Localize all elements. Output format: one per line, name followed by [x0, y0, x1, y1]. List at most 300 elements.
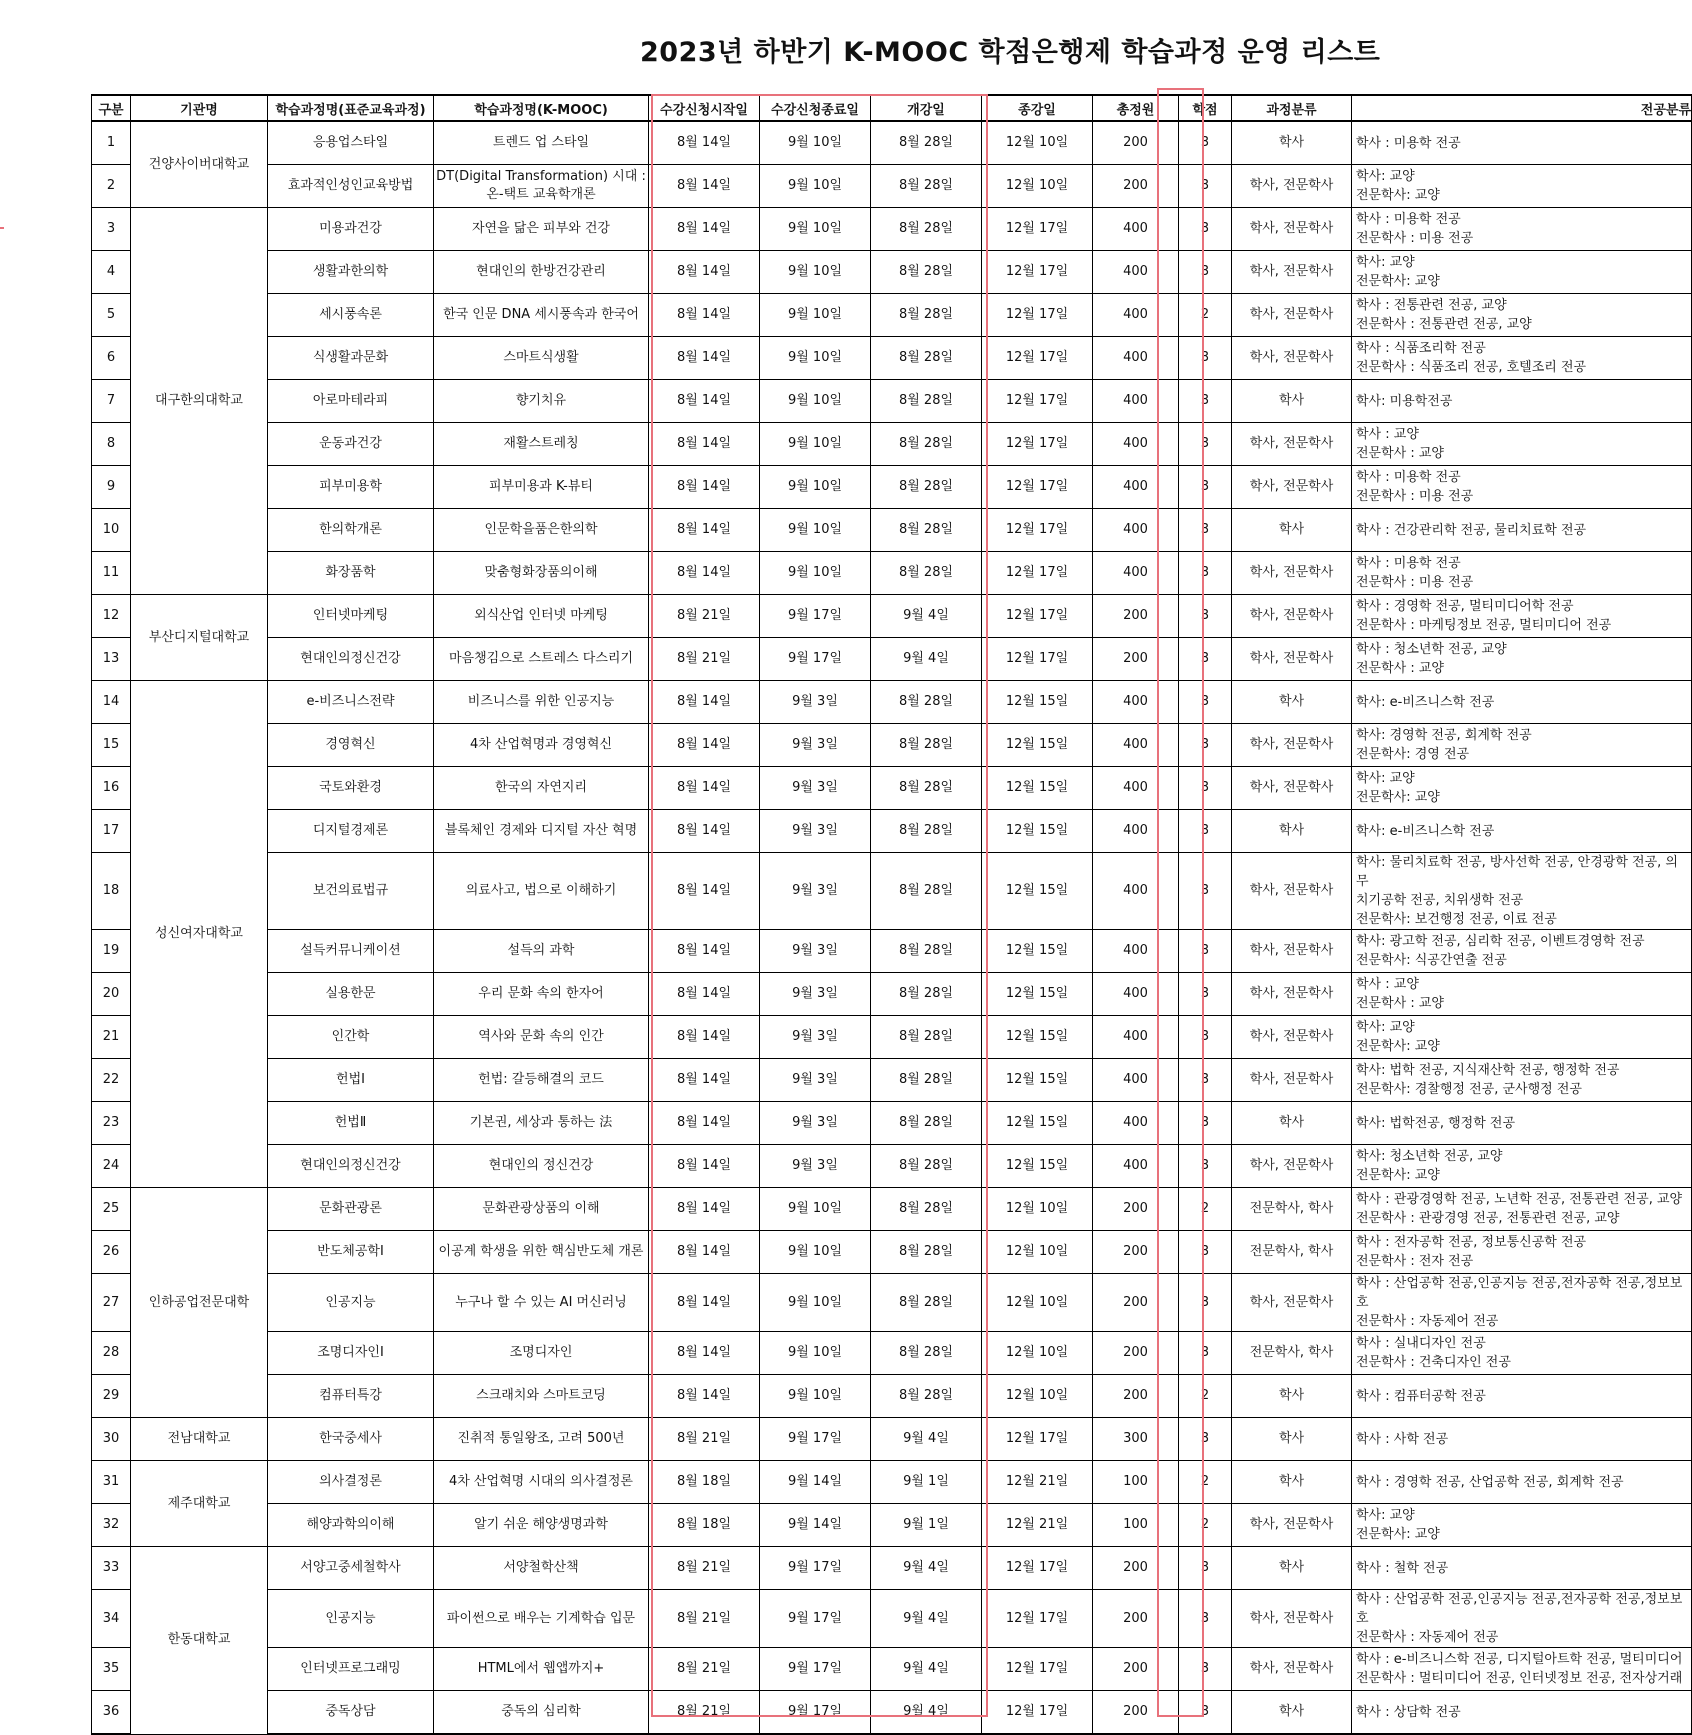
cell-open: 8월 28일 [871, 973, 982, 1016]
cell-no: 3 [92, 208, 131, 251]
cell-no: 19 [92, 930, 131, 973]
cell-reg-end: 9월 10일 [760, 380, 871, 423]
cell-open: 9월 1일 [871, 1504, 982, 1547]
cell-major: 학사 : 전통관련 전공, 교양 전문학사 : 전통관련 전공, 교양 [1352, 294, 1692, 337]
cell-course-kmooc: 외식산업 인터넷 마케팅 [434, 595, 649, 638]
cell-reg-end: 9월 3일 [760, 1145, 871, 1188]
cell-capacity: 300 [1093, 1418, 1179, 1461]
cell-open: 8월 28일 [871, 380, 982, 423]
cell-course-kmooc: 문화관광상품의 이해 [434, 1188, 649, 1231]
cell-reg-end: 9월 10일 [760, 251, 871, 294]
cell-reg-start: 8월 14일 [649, 724, 760, 767]
cell-course-std: 효과적인성인교육방법 [268, 165, 434, 208]
cell-close: 12월 10일 [982, 1231, 1093, 1274]
cell-category: 학사, 전문학사 [1232, 1016, 1352, 1059]
cell-reg-end: 9월 17일 [760, 1691, 871, 1735]
cell-credit: 3 [1179, 681, 1232, 724]
cell-course-kmooc: 4차 산업혁명 시대의 의사결정론 [434, 1461, 649, 1504]
cell-close: 12월 21일 [982, 1504, 1093, 1547]
cell-close: 12월 17일 [982, 1590, 1093, 1648]
cell-open: 8월 28일 [871, 767, 982, 810]
cell-major: 학사: e-비즈니스학 전공 [1352, 681, 1692, 724]
cell-major: 학사: 법학 전공, 지식재산학 전공, 행정학 전공 전문학사: 경찰행정 전공, 군사행정 전공 [1352, 1059, 1692, 1102]
cell-category: 전문학사, 학사 [1232, 1231, 1352, 1274]
table-row [92, 595, 1692, 638]
cell-no: 30 [92, 1418, 131, 1461]
table-row [92, 208, 1692, 251]
cell-reg-start: 8월 14일 [649, 208, 760, 251]
cell-course-std: 세시풍속론 [268, 294, 434, 337]
cell-course-std: 미용과건강 [268, 208, 434, 251]
cell-course-kmooc: 파이썬으로 배우는 기계학습 입문 [434, 1590, 649, 1648]
margin-mark [0, 227, 4, 229]
table-row [92, 1375, 1692, 1418]
cell-open: 8월 28일 [871, 1102, 982, 1145]
cell-course-std: 인터넷프로그래밍 [268, 1648, 434, 1691]
cell-close: 12월 10일 [982, 1332, 1093, 1375]
cell-course-std: 조명디자인Ⅰ [268, 1332, 434, 1375]
cell-no: 4 [92, 251, 131, 294]
cell-course-kmooc: 의료사고, 법으로 이해하기 [434, 853, 649, 930]
cell-reg-start: 8월 14일 [649, 466, 760, 509]
cell-close: 12월 10일 [982, 165, 1093, 208]
table-row [92, 380, 1692, 423]
cell-credit: 3 [1179, 1016, 1232, 1059]
cell-major: 학사 : 산업공학 전공,인공지능 전공,전자공학 전공,정보보호 전문학사 : 자동제어 전공 [1352, 1590, 1692, 1648]
cell-credit: 2 [1179, 294, 1232, 337]
cell-course-kmooc: 맞춤형화장품의이해 [434, 552, 649, 595]
cell-open: 8월 28일 [871, 121, 982, 165]
cell-reg-end: 9월 14일 [760, 1504, 871, 1547]
cell-close: 12월 17일 [982, 552, 1093, 595]
cell-course-std: 화장품학 [268, 552, 434, 595]
cell-credit: 3 [1179, 165, 1232, 208]
cell-major: 학사 : 경영학 전공, 멀티미디어학 전공 전문학사 : 마케팅정보 전공, 멀티미디어 전공 [1352, 595, 1692, 638]
cell-reg-end: 9월 10일 [760, 208, 871, 251]
table-body [92, 121, 1692, 1734]
cell-capacity: 400 [1093, 337, 1179, 380]
cell-course-kmooc: 피부미용과 K-뷰티 [434, 466, 649, 509]
cell-institution: 인하공업전문대학 [131, 1188, 268, 1418]
table-row [92, 121, 1692, 165]
cell-category: 학사 [1232, 1547, 1352, 1590]
cell-category: 학사, 전문학사 [1232, 552, 1352, 595]
cell-close: 12월 17일 [982, 1691, 1093, 1735]
cell-close: 12월 17일 [982, 638, 1093, 681]
header-reg-end: 수강신청종료일 [760, 95, 871, 121]
cell-reg-start: 8월 14일 [649, 681, 760, 724]
cell-course-kmooc: 조명디자인 [434, 1332, 649, 1375]
cell-reg-start: 8월 21일 [649, 1547, 760, 1590]
cell-open: 8월 28일 [871, 724, 982, 767]
cell-major: 학사 : 청소년학 전공, 교양 전문학사 : 교양 [1352, 638, 1692, 681]
cell-major: 학사: 교양 전문학사: 교양 [1352, 767, 1692, 810]
cell-no: 27 [92, 1274, 131, 1332]
cell-course-std: 중독상담 [268, 1691, 434, 1735]
cell-major: 학사: 교양 전문학사: 교양 [1352, 1504, 1692, 1547]
cell-category: 학사, 전문학사 [1232, 294, 1352, 337]
cell-capacity: 400 [1093, 208, 1179, 251]
cell-major: 학사 : e-비즈니스학 전공, 디지털아트학 전공, 멀티미디어 전문학사 : 멀티미디어 전공, 인터넷정보 전공, 전자상거래 [1352, 1648, 1692, 1691]
table-row [92, 1691, 1692, 1735]
header-capacity: 총정원 [1093, 95, 1179, 121]
table-row [92, 552, 1692, 595]
cell-course-kmooc: 재활스트레칭 [434, 423, 649, 466]
cell-reg-end: 9월 10일 [760, 1332, 871, 1375]
cell-close: 12월 17일 [982, 1648, 1093, 1691]
cell-reg-end: 9월 10일 [760, 1375, 871, 1418]
header-reg-start: 수강신청시작일 [649, 95, 760, 121]
cell-open: 8월 28일 [871, 509, 982, 552]
cell-no: 25 [92, 1188, 131, 1231]
cell-close: 12월 17일 [982, 337, 1093, 380]
cell-reg-start: 8월 21일 [649, 1648, 760, 1691]
cell-close: 12월 15일 [982, 973, 1093, 1016]
cell-institution: 대구한의대학교 [131, 208, 268, 595]
cell-reg-end: 9월 10일 [760, 294, 871, 337]
cell-reg-start: 8월 14일 [649, 973, 760, 1016]
cell-open: 8월 28일 [871, 165, 982, 208]
cell-no: 20 [92, 973, 131, 1016]
cell-reg-start: 8월 21일 [649, 1691, 760, 1735]
cell-no: 13 [92, 638, 131, 681]
cell-course-std: 헌법Ⅰ [268, 1059, 434, 1102]
table-row [92, 1231, 1692, 1274]
cell-course-kmooc: 이공계 학생을 위한 핵심반도체 개론 [434, 1231, 649, 1274]
cell-category: 학사, 전문학사 [1232, 466, 1352, 509]
cell-open: 8월 28일 [871, 930, 982, 973]
cell-credit: 3 [1179, 1590, 1232, 1648]
cell-course-std: 실용한문 [268, 973, 434, 1016]
cell-course-kmooc: 비즈니스를 위한 인공지능 [434, 681, 649, 724]
cell-no: 15 [92, 724, 131, 767]
cell-reg-start: 8월 14일 [649, 853, 760, 930]
cell-major: 학사: 청소년학 전공, 교양 전문학사: 교양 [1352, 1145, 1692, 1188]
cell-no: 22 [92, 1059, 131, 1102]
cell-close: 12월 21일 [982, 1461, 1093, 1504]
cell-reg-end: 9월 3일 [760, 973, 871, 1016]
cell-credit: 3 [1179, 1145, 1232, 1188]
cell-open: 9월 4일 [871, 1547, 982, 1590]
cell-reg-start: 8월 14일 [649, 1375, 760, 1418]
cell-major: 학사: 광고학 전공, 심리학 전공, 이벤트경영학 전공 전문학사: 식공간연출 전공 [1352, 930, 1692, 973]
cell-course-kmooc: 인문학을품은한의학 [434, 509, 649, 552]
cell-no: 34 [92, 1590, 131, 1648]
table-row [92, 251, 1692, 294]
cell-reg-end: 9월 17일 [760, 1547, 871, 1590]
cell-no: 28 [92, 1332, 131, 1375]
cell-reg-start: 8월 14일 [649, 767, 760, 810]
cell-course-kmooc: 한국의 자연지리 [434, 767, 649, 810]
cell-credit: 3 [1179, 208, 1232, 251]
cell-no: 18 [92, 853, 131, 930]
cell-close: 12월 17일 [982, 380, 1093, 423]
cell-reg-end: 9월 10일 [760, 1274, 871, 1332]
cell-close: 12월 17일 [982, 208, 1093, 251]
cell-major: 학사: 물리치료학 전공, 방사선학 전공, 안경광학 전공, 의무 치기공학 전공, 치위생학 전공 전문학사: 보건행정 전공, 이료 전공 [1352, 853, 1692, 930]
cell-category: 학사, 전문학사 [1232, 973, 1352, 1016]
table-row [92, 509, 1692, 552]
cell-category: 학사, 전문학사 [1232, 930, 1352, 973]
cell-open: 8월 28일 [871, 681, 982, 724]
cell-no: 7 [92, 380, 131, 423]
cell-capacity: 200 [1093, 121, 1179, 165]
cell-reg-start: 8월 18일 [649, 1504, 760, 1547]
cell-close: 12월 15일 [982, 853, 1093, 930]
cell-category: 학사, 전문학사 [1232, 767, 1352, 810]
cell-credit: 3 [1179, 552, 1232, 595]
cell-no: 33 [92, 1547, 131, 1590]
cell-major: 학사 : 컴퓨터공학 전공 [1352, 1375, 1692, 1418]
table-row [92, 165, 1692, 208]
cell-open: 8월 28일 [871, 1231, 982, 1274]
header-no: 구분 [92, 95, 131, 121]
cell-reg-start: 8월 14일 [649, 1016, 760, 1059]
cell-capacity: 200 [1093, 1547, 1179, 1590]
cell-course-kmooc: 중독의 심리학 [434, 1691, 649, 1735]
cell-capacity: 400 [1093, 681, 1179, 724]
course-table-container [91, 94, 1691, 1735]
cell-close: 12월 15일 [982, 681, 1093, 724]
cell-credit: 3 [1179, 380, 1232, 423]
cell-reg-end: 9월 10일 [760, 165, 871, 208]
table-row [92, 1016, 1692, 1059]
cell-category: 학사, 전문학사 [1232, 1145, 1352, 1188]
cell-close: 12월 17일 [982, 1418, 1093, 1461]
header-credit: 학점 [1179, 95, 1232, 121]
cell-course-std: 인터넷마케팅 [268, 595, 434, 638]
cell-category: 학사, 전문학사 [1232, 595, 1352, 638]
cell-course-std: 응용업스타일 [268, 121, 434, 165]
table-row [92, 294, 1692, 337]
cell-institution: 전남대학교 [131, 1418, 268, 1461]
cell-no: 36 [92, 1691, 131, 1735]
cell-category: 학사, 전문학사 [1232, 251, 1352, 294]
cell-no: 21 [92, 1016, 131, 1059]
cell-open: 9월 4일 [871, 638, 982, 681]
cell-open: 8월 28일 [871, 1332, 982, 1375]
table-row [92, 1102, 1692, 1145]
cell-close: 12월 10일 [982, 1274, 1093, 1332]
cell-close: 12월 15일 [982, 1102, 1093, 1145]
cell-no: 17 [92, 810, 131, 853]
cell-category: 학사, 전문학사 [1232, 724, 1352, 767]
cell-course-std: 문화관광론 [268, 1188, 434, 1231]
cell-major: 학사 : 미용학 전공 전문학사 : 미용 전공 [1352, 466, 1692, 509]
cell-credit: 3 [1179, 423, 1232, 466]
cell-course-kmooc: HTML에서 웹앱까지+ [434, 1648, 649, 1691]
cell-close: 12월 10일 [982, 121, 1093, 165]
cell-close: 12월 17일 [982, 466, 1093, 509]
cell-reg-end: 9월 17일 [760, 595, 871, 638]
cell-course-std: 의사결정론 [268, 1461, 434, 1504]
table-row [92, 1547, 1692, 1590]
cell-category: 학사, 전문학사 [1232, 638, 1352, 681]
cell-no: 24 [92, 1145, 131, 1188]
cell-course-kmooc: 한국 인문 DNA 세시풍속과 한국어 [434, 294, 649, 337]
cell-course-kmooc: 역사와 문화 속의 인간 [434, 1016, 649, 1059]
header-institution: 기관명 [131, 95, 268, 121]
cell-course-std: 현대인의정신건강 [268, 1145, 434, 1188]
cell-course-std: 생활과한의학 [268, 251, 434, 294]
cell-reg-start: 8월 14일 [649, 1145, 760, 1188]
header-major: 전공분류 [1352, 95, 1692, 121]
cell-close: 12월 15일 [982, 1145, 1093, 1188]
cell-reg-start: 8월 14일 [649, 380, 760, 423]
header-course-kmooc: 학습과정명(K-MOOC) [434, 95, 649, 121]
cell-major: 학사: 교양 전문학사: 교양 [1352, 251, 1692, 294]
table-row [92, 1418, 1692, 1461]
cell-course-kmooc: 설득의 과학 [434, 930, 649, 973]
cell-institution: 한동대학교 [131, 1547, 268, 1735]
cell-credit: 3 [1179, 509, 1232, 552]
cell-category: 학사, 전문학사 [1232, 1059, 1352, 1102]
cell-reg-start: 8월 14일 [649, 251, 760, 294]
cell-reg-end: 9월 3일 [760, 767, 871, 810]
cell-course-kmooc: 누구나 할 수 있는 AI 머신러닝 [434, 1274, 649, 1332]
cell-credit: 3 [1179, 121, 1232, 165]
cell-capacity: 400 [1093, 1145, 1179, 1188]
cell-major: 학사: 법학전공, 행정학 전공 [1352, 1102, 1692, 1145]
cell-major: 학사 : 교양 전문학사 : 교양 [1352, 973, 1692, 1016]
cell-reg-end: 9월 17일 [760, 1648, 871, 1691]
cell-course-kmooc: 마음챙김으로 스트레스 다스리기 [434, 638, 649, 681]
cell-credit: 2 [1179, 1504, 1232, 1547]
table-row [92, 767, 1692, 810]
cell-capacity: 400 [1093, 853, 1179, 930]
cell-course-kmooc: 향기치유 [434, 380, 649, 423]
table-row [92, 930, 1692, 973]
cell-major: 학사: 경영학 전공, 회계학 전공 전문학사: 경영 전공 [1352, 724, 1692, 767]
cell-reg-end: 9월 17일 [760, 1590, 871, 1648]
cell-capacity: 200 [1093, 595, 1179, 638]
cell-open: 9월 4일 [871, 595, 982, 638]
cell-credit: 3 [1179, 466, 1232, 509]
cell-credit: 3 [1179, 1547, 1232, 1590]
cell-no: 12 [92, 595, 131, 638]
cell-category: 학사, 전문학사 [1232, 165, 1352, 208]
table-row [92, 853, 1692, 930]
cell-course-std: 인공지능 [268, 1274, 434, 1332]
cell-close: 12월 17일 [982, 294, 1093, 337]
cell-course-std: 인간학 [268, 1016, 434, 1059]
cell-open: 8월 28일 [871, 1016, 982, 1059]
cell-capacity: 200 [1093, 1375, 1179, 1418]
cell-course-kmooc: 스마트식생활 [434, 337, 649, 380]
table-row [92, 1590, 1692, 1648]
cell-reg-end: 9월 10일 [760, 509, 871, 552]
cell-reg-start: 8월 21일 [649, 1590, 760, 1648]
cell-close: 12월 15일 [982, 930, 1093, 973]
cell-category: 학사 [1232, 1102, 1352, 1145]
cell-category: 학사 [1232, 810, 1352, 853]
cell-course-std: e-비즈니스전략 [268, 681, 434, 724]
cell-category: 학사, 전문학사 [1232, 1274, 1352, 1332]
cell-credit: 3 [1179, 1102, 1232, 1145]
cell-credit: 3 [1179, 1332, 1232, 1375]
cell-open: 8월 28일 [871, 1188, 982, 1231]
cell-open: 9월 4일 [871, 1648, 982, 1691]
cell-no: 1 [92, 121, 131, 165]
cell-course-std: 아로마테라피 [268, 380, 434, 423]
cell-no: 2 [92, 165, 131, 208]
cell-close: 12월 15일 [982, 724, 1093, 767]
cell-major: 학사 : 미용학 전공 전문학사 : 미용 전공 [1352, 552, 1692, 595]
cell-category: 학사 [1232, 380, 1352, 423]
cell-credit: 2 [1179, 1188, 1232, 1231]
cell-capacity: 200 [1093, 1648, 1179, 1691]
cell-course-std: 디지털경제론 [268, 810, 434, 853]
cell-reg-end: 9월 10일 [760, 423, 871, 466]
cell-reg-start: 8월 14일 [649, 552, 760, 595]
cell-reg-start: 8월 14일 [649, 294, 760, 337]
cell-reg-end: 9월 3일 [760, 1102, 871, 1145]
cell-capacity: 400 [1093, 1059, 1179, 1102]
cell-no: 11 [92, 552, 131, 595]
cell-capacity: 200 [1093, 1691, 1179, 1735]
cell-course-kmooc: 스크래치와 스마트코딩 [434, 1375, 649, 1418]
table-row [92, 638, 1692, 681]
cell-reg-end: 9월 14일 [760, 1461, 871, 1504]
header-open: 개강일 [871, 95, 982, 121]
cell-category: 학사 [1232, 509, 1352, 552]
cell-capacity: 400 [1093, 1102, 1179, 1145]
header-close: 종강일 [982, 95, 1093, 121]
cell-course-std: 인공지능 [268, 1590, 434, 1648]
cell-capacity: 400 [1093, 724, 1179, 767]
cell-open: 9월 4일 [871, 1418, 982, 1461]
cell-no: 29 [92, 1375, 131, 1418]
cell-major: 학사 : 관광경영학 전공, 노년학 전공, 전통관련 전공, 교양 전문학사 : 관광경영 전공, 전통관련 전공, 교양 [1352, 1188, 1692, 1231]
cell-course-kmooc: 현대인의 정신건강 [434, 1145, 649, 1188]
cell-reg-start: 8월 14일 [649, 1188, 760, 1231]
table-row [92, 1332, 1692, 1375]
cell-reg-end: 9월 3일 [760, 1016, 871, 1059]
cell-course-std: 운동과건강 [268, 423, 434, 466]
cell-credit: 3 [1179, 853, 1232, 930]
cell-capacity: 400 [1093, 509, 1179, 552]
cell-capacity: 200 [1093, 1188, 1179, 1231]
cell-category: 학사 [1232, 121, 1352, 165]
cell-open: 8월 28일 [871, 1274, 982, 1332]
cell-category: 학사, 전문학사 [1232, 423, 1352, 466]
cell-course-kmooc: 자연을 닮은 피부와 건강 [434, 208, 649, 251]
cell-reg-start: 8월 14일 [649, 1332, 760, 1375]
cell-capacity: 200 [1093, 1590, 1179, 1648]
cell-capacity: 400 [1093, 552, 1179, 595]
cell-no: 35 [92, 1648, 131, 1691]
cell-credit: 3 [1179, 638, 1232, 681]
cell-open: 8월 28일 [871, 1375, 982, 1418]
cell-reg-end: 9월 10일 [760, 552, 871, 595]
cell-major: 학사 : 식품조리학 전공 전문학사 : 식품조리 전공, 호텔조리 전공 [1352, 337, 1692, 380]
cell-credit: 3 [1179, 1691, 1232, 1735]
cell-capacity: 400 [1093, 466, 1179, 509]
cell-capacity: 400 [1093, 423, 1179, 466]
cell-major: 학사: e-비즈니스학 전공 [1352, 810, 1692, 853]
cell-course-std: 컴퓨터특강 [268, 1375, 434, 1418]
cell-credit: 3 [1179, 767, 1232, 810]
table-row [92, 1274, 1692, 1332]
cell-capacity: 400 [1093, 1016, 1179, 1059]
cell-category: 학사 [1232, 1461, 1352, 1504]
cell-capacity: 100 [1093, 1461, 1179, 1504]
cell-close: 12월 17일 [982, 509, 1093, 552]
cell-close: 12월 17일 [982, 251, 1093, 294]
cell-close: 12월 10일 [982, 1375, 1093, 1418]
table-row [92, 423, 1692, 466]
cell-open: 9월 4일 [871, 1590, 982, 1648]
